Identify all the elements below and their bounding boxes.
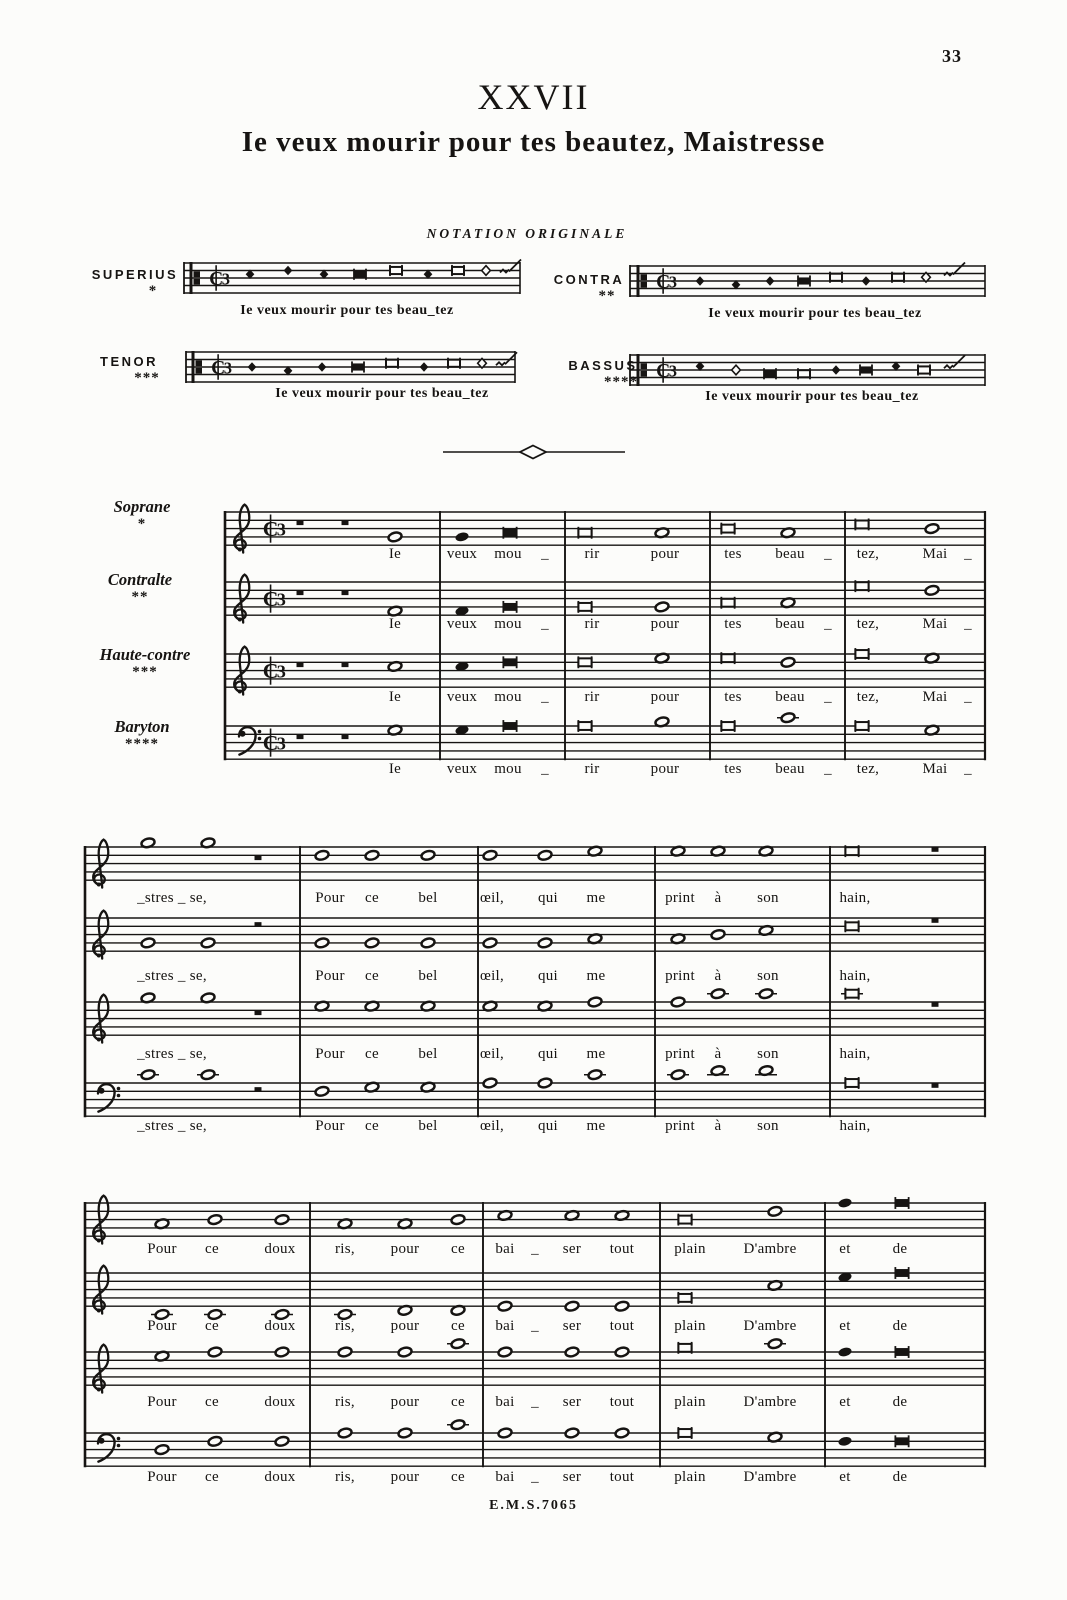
system-2 bbox=[85, 837, 985, 1134]
lyric-syllable: pour bbox=[390, 1241, 420, 1257]
lyric-syllable: et bbox=[839, 1394, 851, 1410]
timesig-c: C bbox=[656, 360, 671, 382]
lyric-syllable: print bbox=[665, 1046, 695, 1062]
lyric-syllable: œil, bbox=[479, 890, 505, 906]
lyric-syllable: beau bbox=[775, 689, 805, 705]
incipit-lyric: Ie veux mourir pour tes beau_tez bbox=[705, 389, 919, 404]
lyric-syllable: ser bbox=[562, 1241, 582, 1257]
lyric-syllable: tout bbox=[609, 1318, 635, 1334]
lyric-syllable: veux bbox=[446, 689, 478, 705]
page-number: 33 bbox=[942, 46, 962, 66]
lyric-syllable: ce bbox=[365, 968, 379, 984]
lyric-syllable: veux bbox=[446, 761, 478, 777]
lyric-syllable: tez, bbox=[856, 546, 880, 562]
staff-voice bbox=[85, 1266, 985, 1334]
staff-contralte bbox=[108, 570, 985, 632]
lyric-syllable: me bbox=[586, 1046, 606, 1062]
lyric-syllable: _stres _ se, bbox=[137, 1118, 207, 1134]
lyric-syllable: me bbox=[586, 968, 606, 984]
lyric-syllable: ce bbox=[205, 1394, 219, 1410]
lyric-syllable: pour bbox=[390, 1394, 420, 1410]
lyric-syllable: plain bbox=[674, 1241, 706, 1257]
lyric-syllable: Pour bbox=[315, 1118, 345, 1134]
lyric-syllable: de bbox=[892, 1394, 908, 1410]
lyric-syllable: Pour bbox=[147, 1469, 177, 1485]
incipit-superius bbox=[92, 260, 521, 319]
lyric-syllable: doux bbox=[264, 1241, 296, 1257]
voice-stars: * bbox=[148, 283, 158, 299]
lyric-syllable: tes bbox=[724, 761, 742, 777]
lyric-syllable: Pour bbox=[315, 890, 345, 906]
timesig-3: 3 bbox=[276, 519, 286, 540]
lyric-syllable: pour bbox=[650, 546, 680, 562]
lyric-syllable: bai bbox=[495, 1394, 515, 1410]
voice-name-label: Soprane bbox=[113, 497, 171, 516]
lyric-syllable: _ bbox=[541, 761, 549, 777]
lyric-syllable: D'ambre bbox=[743, 1241, 797, 1257]
voice-name-label: CONTRA bbox=[553, 272, 625, 287]
lyric-syllable: de bbox=[892, 1469, 908, 1485]
lyric-syllable: ser bbox=[562, 1318, 582, 1334]
lyric-syllable: mou bbox=[494, 761, 522, 777]
lyric-syllable: bel bbox=[418, 890, 438, 906]
lyric-syllable: pour bbox=[390, 1318, 420, 1334]
lyric-syllable: _ bbox=[531, 1241, 539, 1257]
voice-stars: ** bbox=[131, 589, 149, 605]
lyric-syllable: tes bbox=[724, 616, 742, 632]
lyric-syllable: veux bbox=[446, 546, 478, 562]
time-signature-c3 bbox=[263, 584, 286, 612]
voice-stars: ** bbox=[598, 288, 616, 304]
timesig-3: 3 bbox=[223, 358, 232, 378]
lyric-syllable: Pour bbox=[315, 1046, 345, 1062]
staff-baryton bbox=[113, 712, 985, 777]
lyric-syllable: rir bbox=[584, 761, 600, 777]
voice-name-label: Haute-contre bbox=[99, 645, 191, 664]
time-signature-c3 bbox=[211, 354, 232, 380]
notation-originale-label: NOTATION ORIGINALE bbox=[426, 226, 628, 241]
lyric-syllable: _ bbox=[824, 616, 832, 632]
staff-voice bbox=[85, 1065, 985, 1134]
lyric-syllable: tez, bbox=[856, 689, 880, 705]
lyric-syllable: _ bbox=[964, 616, 972, 632]
lyric-syllable: Mai bbox=[922, 761, 948, 777]
lyric-syllable: bel bbox=[418, 968, 438, 984]
staff-voice bbox=[85, 1196, 985, 1257]
lyric-syllable: mou bbox=[494, 689, 522, 705]
section-divider-ornament bbox=[443, 446, 625, 459]
lyric-syllable: bai bbox=[495, 1241, 515, 1257]
lyric-syllable: ce bbox=[365, 1046, 379, 1062]
lyric-syllable: à bbox=[714, 890, 722, 906]
lyric-syllable: ris, bbox=[335, 1318, 355, 1334]
lyric-syllable: ris, bbox=[335, 1469, 355, 1485]
voice-stars: **** bbox=[125, 736, 159, 752]
lyric-syllable: _ bbox=[824, 689, 832, 705]
timesig-c: C bbox=[211, 357, 226, 379]
timesig-c: C bbox=[656, 271, 671, 293]
lyric-syllable: veux bbox=[446, 616, 478, 632]
lyric-syllable: ser bbox=[562, 1394, 582, 1410]
lyric-syllable: hain, bbox=[839, 1046, 871, 1062]
lyric-syllable: ce bbox=[365, 890, 379, 906]
lyric-syllable: ce bbox=[451, 1469, 465, 1485]
lyric-syllable: pour bbox=[650, 689, 680, 705]
lyric-syllable: tout bbox=[609, 1241, 635, 1257]
lyric-syllable: rir bbox=[584, 616, 600, 632]
lyric-syllable: hain, bbox=[839, 890, 871, 906]
lyric-syllable: doux bbox=[264, 1394, 296, 1410]
piece-number: XXVII bbox=[477, 77, 590, 117]
system-1 bbox=[99, 497, 985, 777]
lyric-syllable: _ bbox=[541, 546, 549, 562]
timesig-c: C bbox=[209, 268, 224, 290]
lyric-syllable: _ bbox=[964, 689, 972, 705]
lyric-syllable: beau bbox=[775, 546, 805, 562]
lyric-syllable: hain, bbox=[839, 1118, 871, 1134]
lyric-syllable: son bbox=[757, 1118, 779, 1134]
incipit-contra bbox=[554, 263, 985, 322]
lyric-syllable: ce bbox=[451, 1394, 465, 1410]
lyric-syllable: ris, bbox=[335, 1241, 355, 1257]
incipit-lyric: Ie veux mourir pour tes beau_tez bbox=[275, 386, 489, 401]
lyric-syllable: _stres _ se, bbox=[137, 968, 207, 984]
lyric-syllable: œil, bbox=[479, 1046, 505, 1062]
lyric-syllable: et bbox=[839, 1241, 851, 1257]
lyric-syllable: qui bbox=[537, 890, 559, 906]
lyric-syllable: plain bbox=[674, 1469, 706, 1485]
lyric-syllable: beau bbox=[775, 761, 805, 777]
lyric-syllable: me bbox=[586, 890, 606, 906]
lyric-syllable: plain bbox=[674, 1318, 706, 1334]
voice-stars: *** bbox=[132, 664, 158, 680]
time-signature-c3 bbox=[263, 656, 286, 684]
timesig-c: C bbox=[262, 517, 279, 542]
lyric-syllable: tez, bbox=[856, 761, 880, 777]
lyric-syllable: _ bbox=[541, 689, 549, 705]
lyric-syllable: _ bbox=[531, 1394, 539, 1410]
lyric-syllable: œil, bbox=[479, 968, 505, 984]
lyric-syllable: ser bbox=[562, 1469, 582, 1485]
lyric-syllable: print bbox=[665, 1118, 695, 1134]
lyric-syllable: bai bbox=[495, 1318, 515, 1334]
voice-name-label: BASSUS bbox=[568, 358, 638, 373]
time-signature-c3 bbox=[263, 514, 286, 542]
timesig-3: 3 bbox=[221, 269, 230, 289]
lyric-syllable: à bbox=[714, 1118, 722, 1134]
lyric-syllable: Ie bbox=[388, 546, 402, 562]
timesig-c: C bbox=[262, 587, 279, 612]
lyric-syllable: ce bbox=[451, 1241, 465, 1257]
time-signature-c3 bbox=[209, 265, 230, 291]
lyric-syllable: Pour bbox=[147, 1394, 177, 1410]
lyric-syllable: print bbox=[665, 968, 695, 984]
lyric-syllable: Pour bbox=[147, 1241, 177, 1257]
voice-stars: * bbox=[137, 516, 147, 532]
lyric-syllable: ce bbox=[205, 1241, 219, 1257]
lyric-syllable: _ bbox=[824, 761, 832, 777]
lyric-syllable: de bbox=[892, 1241, 908, 1257]
incipit-bassus bbox=[568, 354, 985, 404]
timesig-c: C bbox=[262, 731, 279, 756]
lyric-syllable: me bbox=[586, 1118, 606, 1134]
lyric-syllable: mou bbox=[494, 616, 522, 632]
lyric-syllable: Mai bbox=[922, 689, 948, 705]
lyric-syllable: pour bbox=[650, 616, 680, 632]
voice-name-label: Contralte bbox=[107, 570, 173, 589]
timesig-3: 3 bbox=[668, 272, 677, 292]
lyric-syllable: qui bbox=[537, 968, 559, 984]
lyric-syllable: D'ambre bbox=[743, 1394, 797, 1410]
voice-name-label: SUPERIUS bbox=[91, 267, 179, 282]
lyric-syllable: _ bbox=[824, 546, 832, 562]
lyric-syllable: son bbox=[757, 1046, 779, 1062]
staff-voice bbox=[85, 911, 985, 984]
staff-voice bbox=[85, 1338, 985, 1410]
lyric-syllable: _ bbox=[541, 616, 549, 632]
lyric-syllable: qui bbox=[537, 1046, 559, 1062]
lyric-syllable: tout bbox=[609, 1469, 635, 1485]
timesig-3: 3 bbox=[276, 661, 286, 682]
lyric-syllable: _ bbox=[531, 1469, 539, 1485]
lyric-syllable: rir bbox=[584, 689, 600, 705]
lyric-syllable: qui bbox=[537, 1118, 559, 1134]
lyric-syllable: doux bbox=[264, 1318, 296, 1334]
lyric-syllable: _ bbox=[964, 761, 972, 777]
lyric-syllable: ce bbox=[205, 1469, 219, 1485]
staff-soprane bbox=[114, 497, 985, 562]
lyric-syllable: ce bbox=[451, 1318, 465, 1334]
lyric-syllable: et bbox=[839, 1318, 851, 1334]
lyric-syllable: et bbox=[839, 1469, 851, 1485]
lyric-syllable: pour bbox=[650, 761, 680, 777]
lyric-syllable: ce bbox=[365, 1118, 379, 1134]
time-signature-c3 bbox=[656, 268, 677, 294]
incipit-lyric: Ie veux mourir pour tes beau_tez bbox=[708, 306, 922, 321]
lyric-syllable: plain bbox=[674, 1394, 706, 1410]
staff-haute-contre bbox=[99, 645, 985, 705]
lyric-syllable: tout bbox=[609, 1394, 635, 1410]
staff-voice bbox=[85, 988, 985, 1062]
lyric-syllable: à bbox=[714, 1046, 722, 1062]
lyric-syllable: rir bbox=[584, 546, 600, 562]
lyric-syllable: Pour bbox=[147, 1318, 177, 1334]
lyric-syllable: bai bbox=[495, 1469, 515, 1485]
time-signature-c3 bbox=[656, 357, 677, 383]
plate-number: E.M.S.7065 bbox=[489, 1498, 578, 1513]
lyric-syllable: tes bbox=[724, 689, 742, 705]
lyric-syllable: pour bbox=[390, 1469, 420, 1485]
incipit-tenor bbox=[100, 351, 517, 401]
staff-voice bbox=[85, 1419, 985, 1485]
lyric-syllable: _ bbox=[531, 1318, 539, 1334]
lyric-syllable: ce bbox=[205, 1318, 219, 1334]
lyric-syllable: D'ambre bbox=[743, 1469, 797, 1485]
lyric-syllable: à bbox=[714, 968, 722, 984]
lyric-syllable: son bbox=[757, 968, 779, 984]
voice-stars: *** bbox=[134, 370, 160, 386]
lyric-syllable: Mai bbox=[922, 616, 948, 632]
lyric-syllable: Ie bbox=[388, 689, 402, 705]
lyric-syllable: bel bbox=[418, 1046, 438, 1062]
lyric-syllable: son bbox=[757, 890, 779, 906]
lyric-syllable: hain, bbox=[839, 968, 871, 984]
system-3 bbox=[85, 1196, 985, 1485]
lyric-syllable: Pour bbox=[315, 968, 345, 984]
lyric-syllable: Mai bbox=[922, 546, 948, 562]
lyric-syllable: tez, bbox=[856, 616, 880, 632]
lyric-syllable: _stres _ se, bbox=[137, 890, 207, 906]
lyric-syllable: print bbox=[665, 890, 695, 906]
lyric-syllable: beau bbox=[775, 616, 805, 632]
lyric-syllable: D'ambre bbox=[743, 1318, 797, 1334]
piece-title: Ie veux mourir pour tes beautez, Maistresse bbox=[241, 126, 826, 158]
voice-name-label: TENOR bbox=[100, 354, 158, 369]
lyric-syllable: doux bbox=[264, 1469, 296, 1485]
voice-name-label: Baryton bbox=[114, 717, 170, 736]
staff-voice bbox=[85, 837, 985, 906]
time-signature-c3 bbox=[263, 728, 286, 756]
lyric-syllable: tes bbox=[724, 546, 742, 562]
lyric-syllable: œil, bbox=[479, 1118, 505, 1134]
voice-stars: **** bbox=[604, 374, 638, 390]
lyric-syllable: _stres _ se, bbox=[137, 1046, 207, 1062]
lyric-syllable: bel bbox=[418, 1118, 438, 1134]
timesig-c: C bbox=[262, 659, 279, 684]
lyric-syllable: Ie bbox=[388, 761, 402, 777]
incipit-lyric: Ie veux mourir pour tes beau_tez bbox=[240, 303, 454, 318]
lyric-syllable: ris, bbox=[335, 1394, 355, 1410]
lyric-syllable: _ bbox=[964, 546, 972, 562]
lyric-syllable: de bbox=[892, 1318, 908, 1334]
timesig-3: 3 bbox=[276, 589, 286, 610]
lyric-syllable: Ie bbox=[388, 616, 402, 632]
timesig-3: 3 bbox=[276, 733, 286, 754]
lyric-syllable: mou bbox=[494, 546, 522, 562]
timesig-3: 3 bbox=[668, 361, 677, 381]
